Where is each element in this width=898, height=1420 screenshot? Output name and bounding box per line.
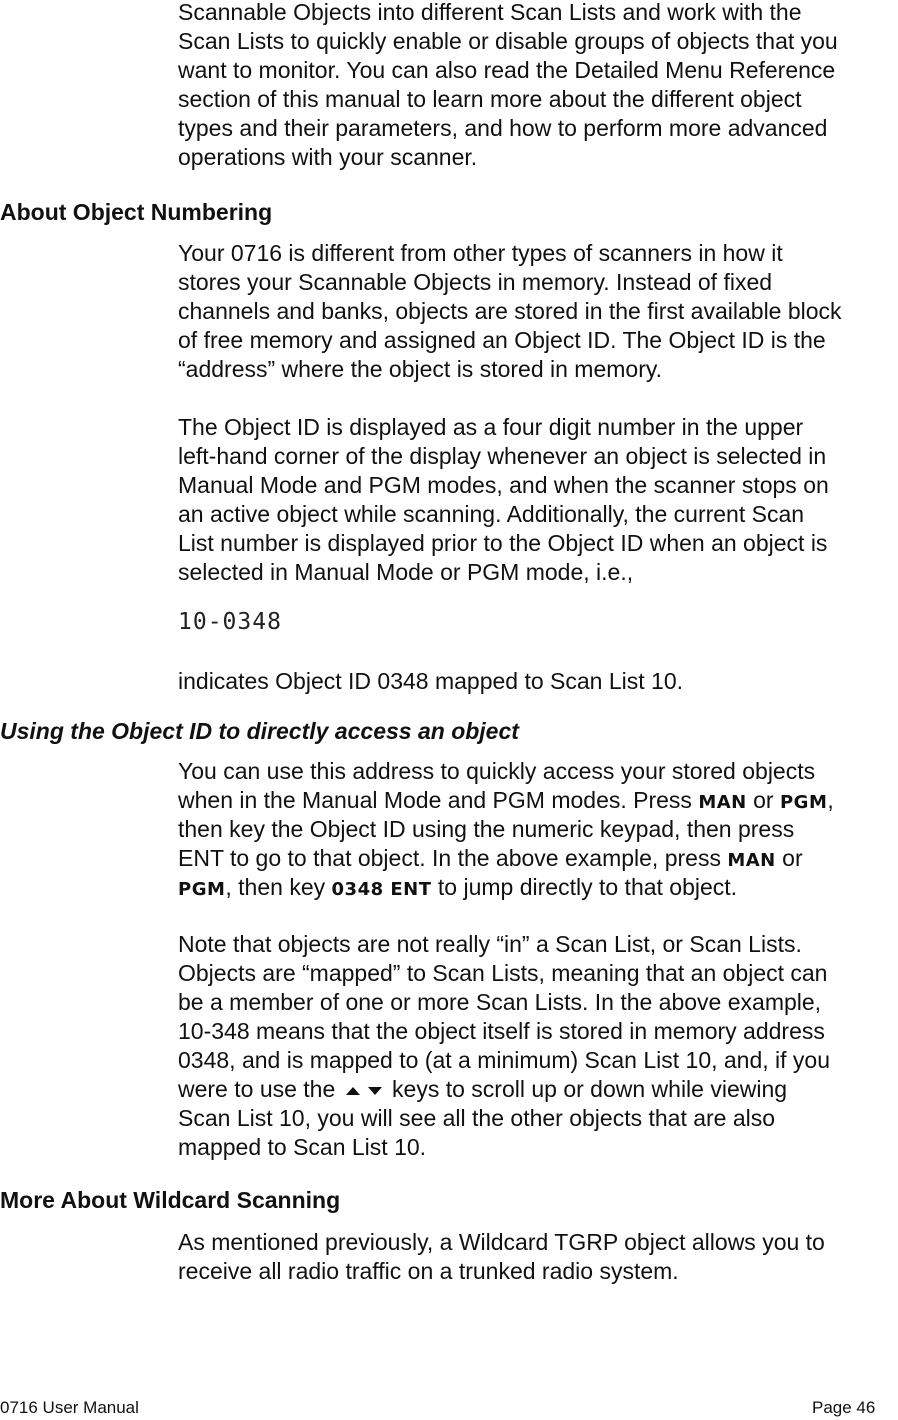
text-run: to jump directly to that object. xyxy=(431,874,738,900)
text-line xyxy=(178,873,834,902)
text-line xyxy=(178,815,834,844)
key-label: 0348 ENT xyxy=(331,879,432,900)
text-run: indicates Object ID 0348 mapped to Scan List 10. xyxy=(178,668,684,694)
lcd-display-example: 10-0348 xyxy=(178,609,282,635)
text-run: were to use the xyxy=(178,1076,342,1102)
text-run: when in the Manual Mode and PGM modes. Press xyxy=(178,787,699,813)
text-line xyxy=(178,0,838,27)
text-run: then key the Object ID using the numeric keypad, then press xyxy=(178,816,795,842)
text-run: types and their parameters, and how to perform more advanced xyxy=(178,115,828,141)
text-run: , then key xyxy=(225,874,332,900)
text-run: of free memory and assigned an Object ID. The Object ID is the xyxy=(178,327,826,353)
text-line xyxy=(178,442,829,471)
text-run: Scannable Objects into different Scan Lists and work with the xyxy=(178,0,802,25)
text-run: “address” where the object is stored in memory. xyxy=(178,356,663,382)
text-run: 10-348 means that the object itself is stored in memory address xyxy=(178,1018,825,1044)
text-line xyxy=(178,1257,825,1286)
text-line xyxy=(178,529,829,558)
text-run: keys to scroll up or down while viewing xyxy=(385,1076,788,1102)
up-arrow-icon xyxy=(346,1087,360,1095)
text-run: section of this manual to learn more about the different object xyxy=(178,86,802,112)
paragraph xyxy=(178,757,834,902)
text-line xyxy=(178,757,834,786)
text-run: You can use this address to quickly access your stored objects xyxy=(178,758,816,784)
text-run: operations with your scanner. xyxy=(178,144,478,170)
text-run: 0348, and is mapped to (at a minimum) Scan List 10, and, if you xyxy=(178,1047,831,1073)
key-label: MAN xyxy=(727,850,776,871)
text-line xyxy=(178,1133,830,1162)
paragraph xyxy=(178,1228,825,1286)
text-line xyxy=(178,844,834,873)
text-run: List number is displayed prior to the Object ID when an object is xyxy=(178,530,828,556)
text-line xyxy=(178,930,830,959)
text-run: be a member of one or more Scan Lists. In the above example, xyxy=(178,989,822,1015)
text-line xyxy=(178,114,838,143)
text-line xyxy=(178,56,838,85)
subsection-heading: Using the Object ID to directly access an object xyxy=(0,718,519,744)
footer-title: 0716 User Manual xyxy=(0,1398,139,1417)
section-heading: About Object Numbering xyxy=(0,199,273,225)
text-run: Manual Mode and PGM modes, and when the scanner stops on xyxy=(178,472,829,498)
text-run: Note that objects are not really “in” a Scan List, or Scan Lists. xyxy=(178,931,802,957)
text-line xyxy=(178,988,830,1017)
text-run: an active object while scanning. Additionally, the current Scan xyxy=(178,501,805,527)
text-line xyxy=(178,326,842,355)
paragraph xyxy=(178,667,683,696)
text-line xyxy=(178,268,842,297)
key-label: PGM xyxy=(779,792,828,813)
text-run: receive all radio traffic on a trunked radio system. xyxy=(178,1258,679,1284)
text-run: Your 0716 is different from other types of scanners in how it xyxy=(178,240,783,266)
text-line xyxy=(178,27,838,56)
text-run: left-hand corner of the display whenever an object is selected in xyxy=(178,443,827,469)
footer-page-number: Page 46 xyxy=(812,1398,876,1417)
text-line xyxy=(178,355,842,384)
text-line xyxy=(178,1017,830,1046)
down-arrow-icon xyxy=(368,1087,382,1095)
text-run: , xyxy=(827,787,834,813)
text-line xyxy=(178,1104,830,1133)
text-run: stores your Scannable Objects in memory. Instead of fixed xyxy=(178,269,773,295)
paragraph xyxy=(178,930,830,1162)
text-run: channels and banks, objects are stored in the first available block xyxy=(178,298,842,324)
text-run: or xyxy=(775,845,803,871)
section-heading: More About Wildcard Scanning xyxy=(0,1187,341,1213)
text-run: ENT to go to that object. In the above example, press xyxy=(178,845,728,871)
text-run: or xyxy=(746,787,780,813)
text-line xyxy=(178,1046,830,1075)
text-line xyxy=(178,786,834,815)
paragraph xyxy=(178,413,829,587)
text-line xyxy=(178,1075,830,1104)
text-line xyxy=(178,1228,825,1257)
text-run: The Object ID is displayed as a four digit number in the upper xyxy=(178,414,804,440)
paragraph xyxy=(178,239,842,384)
text-run: As mentioned previously, a Wildcard TGRP object allows you to xyxy=(178,1229,825,1255)
text-line xyxy=(178,297,842,326)
key-label: MAN xyxy=(698,792,747,813)
text-run: selected in Manual Mode or PGM mode, i.e., xyxy=(178,559,634,585)
text-line xyxy=(178,143,838,172)
text-run: Scan List 10, you will see all the other objects that are also xyxy=(178,1105,776,1131)
text-line xyxy=(178,471,829,500)
text-line xyxy=(178,959,830,988)
text-line xyxy=(178,667,683,696)
text-line xyxy=(178,413,829,442)
text-run: Scan Lists to quickly enable or disable groups of objects that you xyxy=(178,28,838,54)
key-label: PGM xyxy=(178,879,226,900)
text-run: want to monitor. You can also read the Detailed Menu Reference xyxy=(178,57,836,83)
text-line xyxy=(178,85,838,114)
text-line xyxy=(178,500,829,529)
paragraph xyxy=(178,0,838,172)
text-line xyxy=(178,558,829,587)
text-line xyxy=(178,239,842,268)
text-run: mapped to Scan List 10. xyxy=(178,1134,427,1160)
text-run: Objects are “mapped” to Scan Lists, meaning that an object can xyxy=(178,960,828,986)
